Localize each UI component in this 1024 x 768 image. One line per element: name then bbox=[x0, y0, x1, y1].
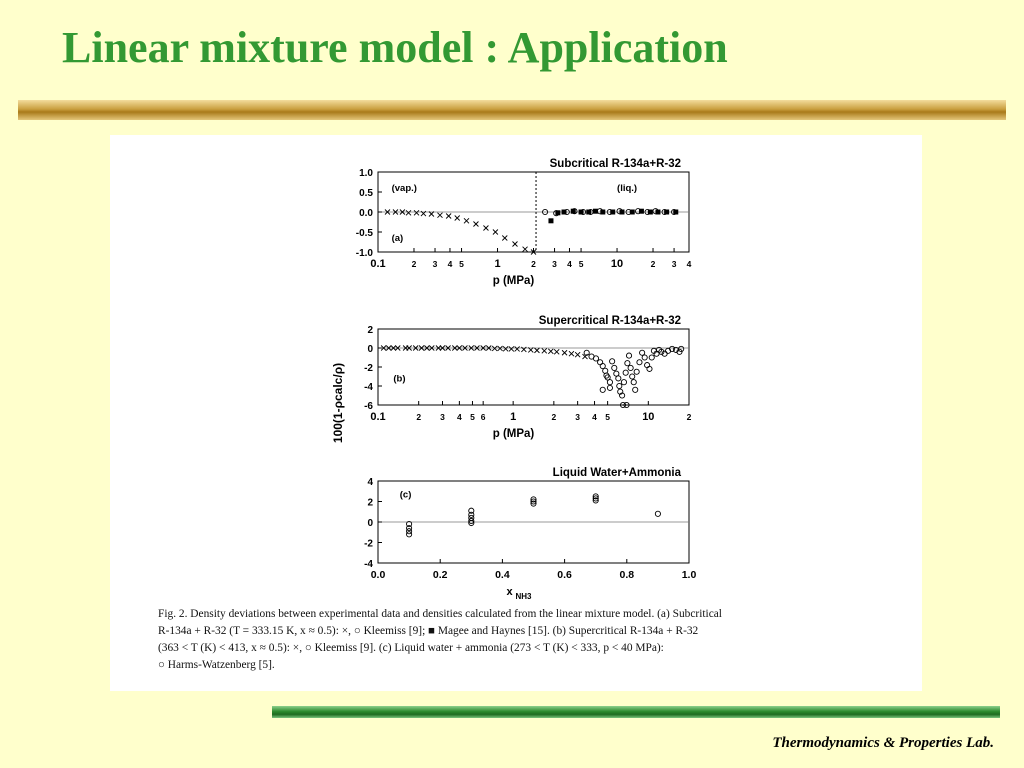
x-tick-label: 3 bbox=[440, 412, 445, 422]
data-point-square bbox=[548, 218, 553, 223]
data-point-circle bbox=[607, 380, 612, 385]
data-point-cross bbox=[515, 346, 520, 351]
x-tick-label: 4 bbox=[567, 259, 572, 269]
data-point-cross bbox=[473, 222, 478, 227]
data-point-circle bbox=[607, 385, 612, 390]
annotation-label: (c) bbox=[399, 489, 412, 501]
data-point-cross bbox=[554, 349, 559, 354]
data-point-square bbox=[639, 209, 644, 214]
data-point-circle bbox=[600, 387, 605, 392]
data-point-cross bbox=[414, 210, 419, 215]
x-tick-label: 3 bbox=[552, 259, 557, 269]
data-point-circle bbox=[628, 365, 633, 370]
y-tick-label: -2 bbox=[364, 538, 373, 550]
data-point-cross bbox=[523, 247, 528, 252]
data-point-cross bbox=[498, 346, 503, 351]
x-tick-label: 1.0 bbox=[681, 569, 697, 581]
y-tick-label: 0 bbox=[367, 518, 373, 529]
x-tick-label: 0.1 bbox=[370, 411, 386, 423]
x-axis-label: x bbox=[506, 586, 513, 598]
annotation-label: (a) bbox=[391, 233, 404, 244]
chart-1 bbox=[356, 158, 692, 287]
y-tick-label: 4 bbox=[367, 477, 373, 488]
data-point-circle bbox=[612, 365, 617, 370]
figure-chart bbox=[110, 135, 922, 691]
data-point-circle bbox=[616, 376, 621, 381]
x-tick-label: 10 bbox=[642, 411, 655, 423]
data-point-cross bbox=[509, 346, 514, 351]
data-point-square bbox=[593, 209, 598, 214]
x-axis-label-subscript: NH3 bbox=[515, 592, 532, 601]
chart-3 bbox=[364, 467, 696, 601]
x-tick-label: 4 bbox=[592, 412, 597, 422]
data-point-circle bbox=[645, 363, 650, 368]
data-point-circle bbox=[626, 353, 631, 358]
x-tick-label: 3 bbox=[671, 259, 677, 269]
y-tick-label: -1.0 bbox=[355, 248, 373, 259]
data-point-circle bbox=[621, 380, 626, 385]
data-point-circle bbox=[610, 359, 615, 364]
x-tick-label: 5 bbox=[605, 412, 610, 422]
x-tick-label: 1 bbox=[494, 258, 501, 270]
x-tick-label: 5 bbox=[470, 412, 475, 422]
data-point-circle bbox=[617, 383, 622, 388]
data-point-cross bbox=[569, 351, 574, 356]
data-point-square bbox=[619, 210, 624, 215]
data-point-circle bbox=[407, 532, 412, 537]
annotation-label: (vap.) bbox=[391, 183, 417, 194]
x-tick-label: 4 bbox=[447, 259, 453, 269]
data-point-circle bbox=[649, 355, 654, 360]
data-point-square bbox=[673, 210, 678, 215]
chart-title: Liquid Water+Ammonia bbox=[552, 467, 681, 479]
footer-divider bbox=[272, 706, 1000, 718]
data-point-circle bbox=[655, 511, 660, 516]
y-tick-label: -4 bbox=[364, 559, 373, 570]
x-tick-label: 0.6 bbox=[557, 569, 572, 581]
data-point-cross bbox=[437, 213, 442, 218]
slide-title: Linear mixture model : Application bbox=[62, 23, 728, 72]
footer-lab-name: Thermodynamics & Properties Lab. bbox=[772, 735, 994, 751]
data-point-cross bbox=[483, 226, 488, 231]
data-point-square bbox=[610, 210, 615, 215]
data-point-circle bbox=[634, 369, 639, 374]
chart-title: Supercritical R-134a+R-32 bbox=[538, 315, 681, 327]
caption-line-4: ○ Harms-Watzenberg [5]. bbox=[158, 659, 275, 671]
shared-ylabel: 100(1-ρcalc/ρ) bbox=[331, 362, 345, 444]
x-tick-label: 0.2 bbox=[432, 569, 448, 581]
x-tick-label: 5 bbox=[578, 259, 584, 269]
data-point-cross bbox=[446, 214, 451, 219]
x-tick-label: 10 bbox=[610, 258, 624, 270]
data-point-cross bbox=[503, 346, 508, 351]
x-tick-label: 1 bbox=[510, 411, 517, 423]
data-point-cross bbox=[548, 349, 553, 354]
x-tick-label: 2 bbox=[551, 412, 557, 422]
title-divider bbox=[18, 100, 1006, 120]
data-point-square bbox=[630, 210, 635, 215]
data-point-square bbox=[571, 209, 576, 214]
data-point-cross bbox=[455, 216, 460, 221]
data-point-square bbox=[600, 210, 605, 215]
data-point-square bbox=[562, 210, 567, 215]
data-point-cross bbox=[575, 352, 580, 357]
data-point-square bbox=[655, 210, 660, 215]
shared-ylabel-group bbox=[331, 363, 345, 443]
data-point-cross bbox=[493, 230, 498, 235]
annotation-label: (b) bbox=[393, 373, 406, 385]
figure-panel bbox=[110, 135, 922, 691]
data-point-square bbox=[648, 210, 653, 215]
x-axis-label: p (MPa) bbox=[492, 275, 535, 287]
x-tick-label: 4 bbox=[686, 259, 692, 269]
x-tick-label: 0.1 bbox=[370, 258, 386, 270]
x-axis-label: p (MPa) bbox=[492, 428, 535, 440]
data-point-circle bbox=[623, 370, 628, 375]
annotation-label: (liq.) bbox=[617, 183, 638, 194]
y-tick-label: 1.0 bbox=[359, 168, 373, 179]
x-tick-label: 2 bbox=[411, 259, 417, 269]
data-point-circle bbox=[633, 387, 638, 392]
data-point-square bbox=[664, 210, 669, 215]
y-tick-label: 0 bbox=[367, 344, 373, 355]
figure-caption bbox=[158, 608, 722, 671]
data-point-cross bbox=[542, 348, 547, 353]
y-tick-label: -6 bbox=[364, 401, 373, 412]
data-point-cross bbox=[464, 218, 469, 223]
data-point-cross bbox=[492, 346, 497, 351]
x-tick-label: 0.0 bbox=[370, 569, 386, 581]
data-point-cross bbox=[406, 210, 411, 215]
x-tick-label: 4 bbox=[457, 412, 462, 422]
data-point-circle bbox=[637, 360, 642, 365]
caption-line-1: Fig. 2. Density deviations between experimental data and densities calculated from the linear mixture model. (a) Subcritical bbox=[158, 608, 722, 620]
data-point-cross bbox=[502, 236, 507, 241]
data-point-circle bbox=[642, 355, 647, 360]
data-point-cross bbox=[512, 242, 517, 247]
data-point-circle bbox=[631, 380, 636, 385]
data-point-cross bbox=[534, 348, 539, 353]
plot-frame bbox=[378, 329, 689, 405]
data-point-circle bbox=[598, 360, 603, 365]
data-point-circle bbox=[647, 366, 652, 371]
data-point-cross bbox=[562, 350, 567, 355]
x-tick-label: 3 bbox=[432, 259, 438, 269]
data-point-square bbox=[555, 210, 560, 215]
chart-2 bbox=[364, 315, 692, 440]
caption-line-3: (363 < T (K) < 413, x ≈ 0.5): ×, ○ Kleemiss [9]. (c) Liquid water + ammonia (273 < T (K) < 333, p < 40 MPa): bbox=[158, 642, 664, 654]
y-tick-label: 2 bbox=[367, 497, 373, 509]
data-point-square bbox=[579, 210, 584, 215]
y-tick-label: 0.5 bbox=[359, 188, 373, 199]
data-point-circle bbox=[593, 356, 598, 361]
x-tick-label: 5 bbox=[459, 259, 464, 269]
y-tick-label: -4 bbox=[364, 382, 373, 393]
x-tick-label: 3 bbox=[575, 412, 581, 422]
data-point-circle bbox=[625, 361, 630, 366]
y-tick-label: -2 bbox=[364, 363, 373, 374]
y-tick-label: -0.5 bbox=[355, 228, 373, 239]
chart-layer bbox=[356, 158, 697, 601]
data-point-circle bbox=[630, 374, 635, 379]
x-tick-label: 0.4 bbox=[495, 569, 510, 581]
x-tick-label: 2 bbox=[650, 259, 656, 269]
caption-line-2: R-134a + R-32 (T = 333.15 K, x ≈ 0.5): ×, ○ Kleemiss [9]; ■ Magee and Haynes [15]. (b) Supercritical R-134a + R-32 bbox=[158, 625, 699, 637]
x-tick-label: 6 bbox=[480, 412, 486, 422]
x-tick-label: 2 bbox=[531, 259, 536, 269]
data-point-square bbox=[586, 210, 591, 215]
y-tick-label: 2 bbox=[367, 325, 373, 336]
x-tick-label: 2 bbox=[416, 412, 422, 422]
x-tick-label: 2 bbox=[686, 412, 692, 422]
x-tick-label: 0.8 bbox=[619, 569, 635, 581]
chart-title: Subcritical R-134a+R-32 bbox=[549, 158, 681, 170]
y-tick-label: 0.0 bbox=[359, 208, 373, 219]
